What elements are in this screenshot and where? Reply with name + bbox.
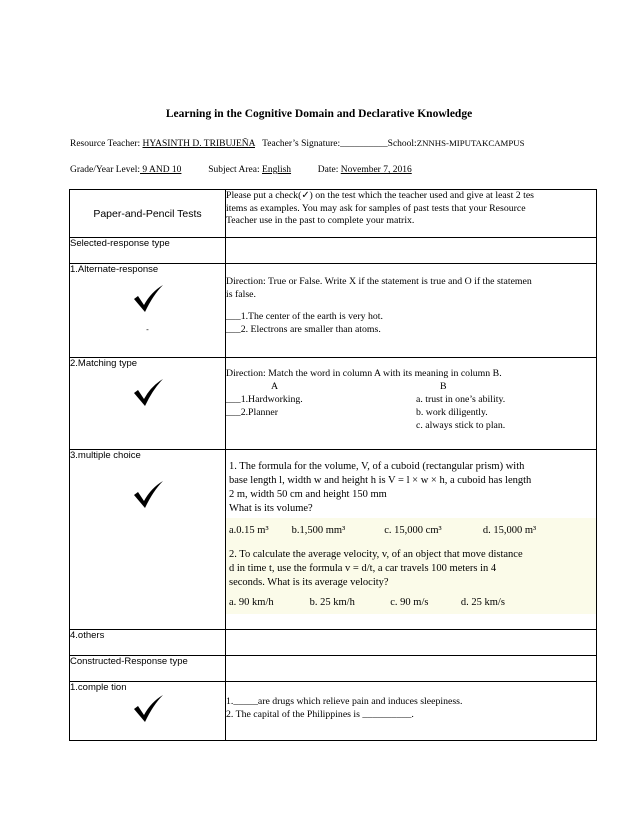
alternate-label: 1.Alternate-response <box>70 264 159 275</box>
others-row <box>70 630 597 656</box>
check-mark-icon <box>131 377 165 407</box>
multiple-choice-example <box>226 450 597 630</box>
multiple-choice-label: 3.multiple choice <box>70 450 141 461</box>
completion-item-1: 1._____are drugs which relieve pain and induces sleepiness. <box>226 696 463 707</box>
completion-label: 1.comple tion <box>70 682 127 693</box>
q2-line-3: seconds. What is its average velocity? <box>229 577 389 588</box>
alternate-cell <box>70 264 226 358</box>
header-left: Paper-and-Pencil Tests <box>70 190 226 238</box>
multiple-choice-cell <box>70 450 226 630</box>
matching-col-b: B <box>440 380 447 392</box>
selected-response-label: Selected-response type <box>70 238 226 264</box>
date-value: November 7, 2016 <box>340 165 412 175</box>
check-mark-icon <box>131 693 165 723</box>
q1-option-a: a.0.15 m³ <box>229 525 269 536</box>
q1-line-2: base length l, width w and height h is V = l × w × h, a cuboid has length <box>229 475 532 486</box>
others-label: 4.others <box>70 630 226 656</box>
meta-line-1 <box>70 138 525 149</box>
signature-label: Teacher’s Signature: <box>262 139 341 149</box>
resource-teacher-name: HYASINTH D. TRIBUJEÑA <box>142 139 255 149</box>
selected-response-row <box>70 238 597 264</box>
q2-option-d: d. 25 km/s <box>460 597 505 608</box>
matching-b-item-2: b. work diligently. <box>416 406 488 418</box>
alternate-row <box>70 264 597 358</box>
q2-option-b: b. 25 km/h <box>309 597 355 608</box>
header-line-1: Please put a check(✓) on the test which the teacher used and give at least 2 tes <box>226 190 534 201</box>
signature-blank: __________ <box>340 139 388 149</box>
subject-value: English <box>262 165 292 175</box>
check-mark-icon <box>131 283 165 313</box>
matrix-table <box>69 189 597 741</box>
header-line-2: items as examples. You may ask for samples of past tests that your Resource <box>226 202 526 214</box>
alternate-item-1: ___1.The center of the earth is very hot. <box>226 311 383 322</box>
alternate-direction-1: Direction: True or False. Write X if the statement is true and O if the statemen <box>226 276 532 287</box>
matching-row <box>70 358 597 450</box>
q2-option-c: c. 90 m/s <box>390 597 429 608</box>
q1-option-c: c. 15,000 cm³ <box>384 525 442 536</box>
meta-line-2 <box>70 165 412 175</box>
q1-line-1: 1. The formula for the volume, V, of a cuboid (rectangular prism) with <box>229 461 525 472</box>
header-line-3: Teacher use in the past to complete your matrix. <box>226 215 415 226</box>
q2-line-2: d in time t, use the formula v = d/t, a car travels 100 meters in 4 <box>229 563 497 574</box>
q1-options <box>226 518 596 614</box>
multiple-choice-row <box>70 450 597 630</box>
alternate-dash: - <box>146 325 149 334</box>
matching-cell <box>70 358 226 450</box>
header-right <box>226 190 597 238</box>
matching-label: 2.Matching type <box>70 358 138 369</box>
school-label: School: <box>387 139 417 149</box>
q1-line-3: 2 m, width 50 cm and height 150 mm <box>229 489 387 500</box>
q1-line-4: What is its volume? <box>229 503 313 514</box>
matching-col-a: A <box>271 380 279 392</box>
q1-option-b: b.1,500 mm³ <box>291 525 346 536</box>
q1-option-d: d. 15,000 m³ <box>482 525 537 536</box>
q2-option-a: a. 90 km/h <box>229 597 274 608</box>
resource-teacher-label: Resource Teacher: <box>70 139 141 149</box>
matching-a-item-1: ___1.Hardworking. <box>226 393 303 405</box>
grade-value: 9 AND 10 <box>140 165 182 175</box>
matching-example <box>226 358 597 450</box>
matching-b-item-1: a. trust in one’s ability. <box>416 393 506 405</box>
completion-example <box>226 682 597 741</box>
check-mark-icon <box>131 479 165 509</box>
alternate-example <box>226 264 597 358</box>
completion-cell <box>70 682 226 741</box>
page-title: Learning in the Cognitive Domain and Declarative Knowledge <box>165 108 473 120</box>
header-row <box>70 190 597 238</box>
constructed-response-row <box>70 656 597 682</box>
constructed-response-label: Constructed-Response type <box>70 656 226 682</box>
matching-b-item-3: c. always stick to plan. <box>416 419 506 431</box>
completion-item-2: 2. The capital of the Philippines is __________. <box>226 708 414 720</box>
q2-line-1: 2. To calculate the average velocity, v, of an object that move distance <box>229 549 523 560</box>
school-name: ZNNHS-MIPUTAKCAMPUS <box>416 138 525 148</box>
alternate-direction-2: is false. <box>226 288 256 300</box>
grade-label: Grade/Year Level: <box>70 165 140 175</box>
matching-direction: Direction: Match the word in column A with its meaning in column B. <box>226 368 502 379</box>
subject-label: Subject Area: <box>208 165 260 175</box>
date-label: Date: <box>317 165 339 175</box>
completion-row <box>70 682 597 741</box>
alternate-item-2: ___2. Electrons are smaller than atoms. <box>226 323 381 335</box>
matching-a-item-2: ___2.Planner <box>226 406 278 418</box>
